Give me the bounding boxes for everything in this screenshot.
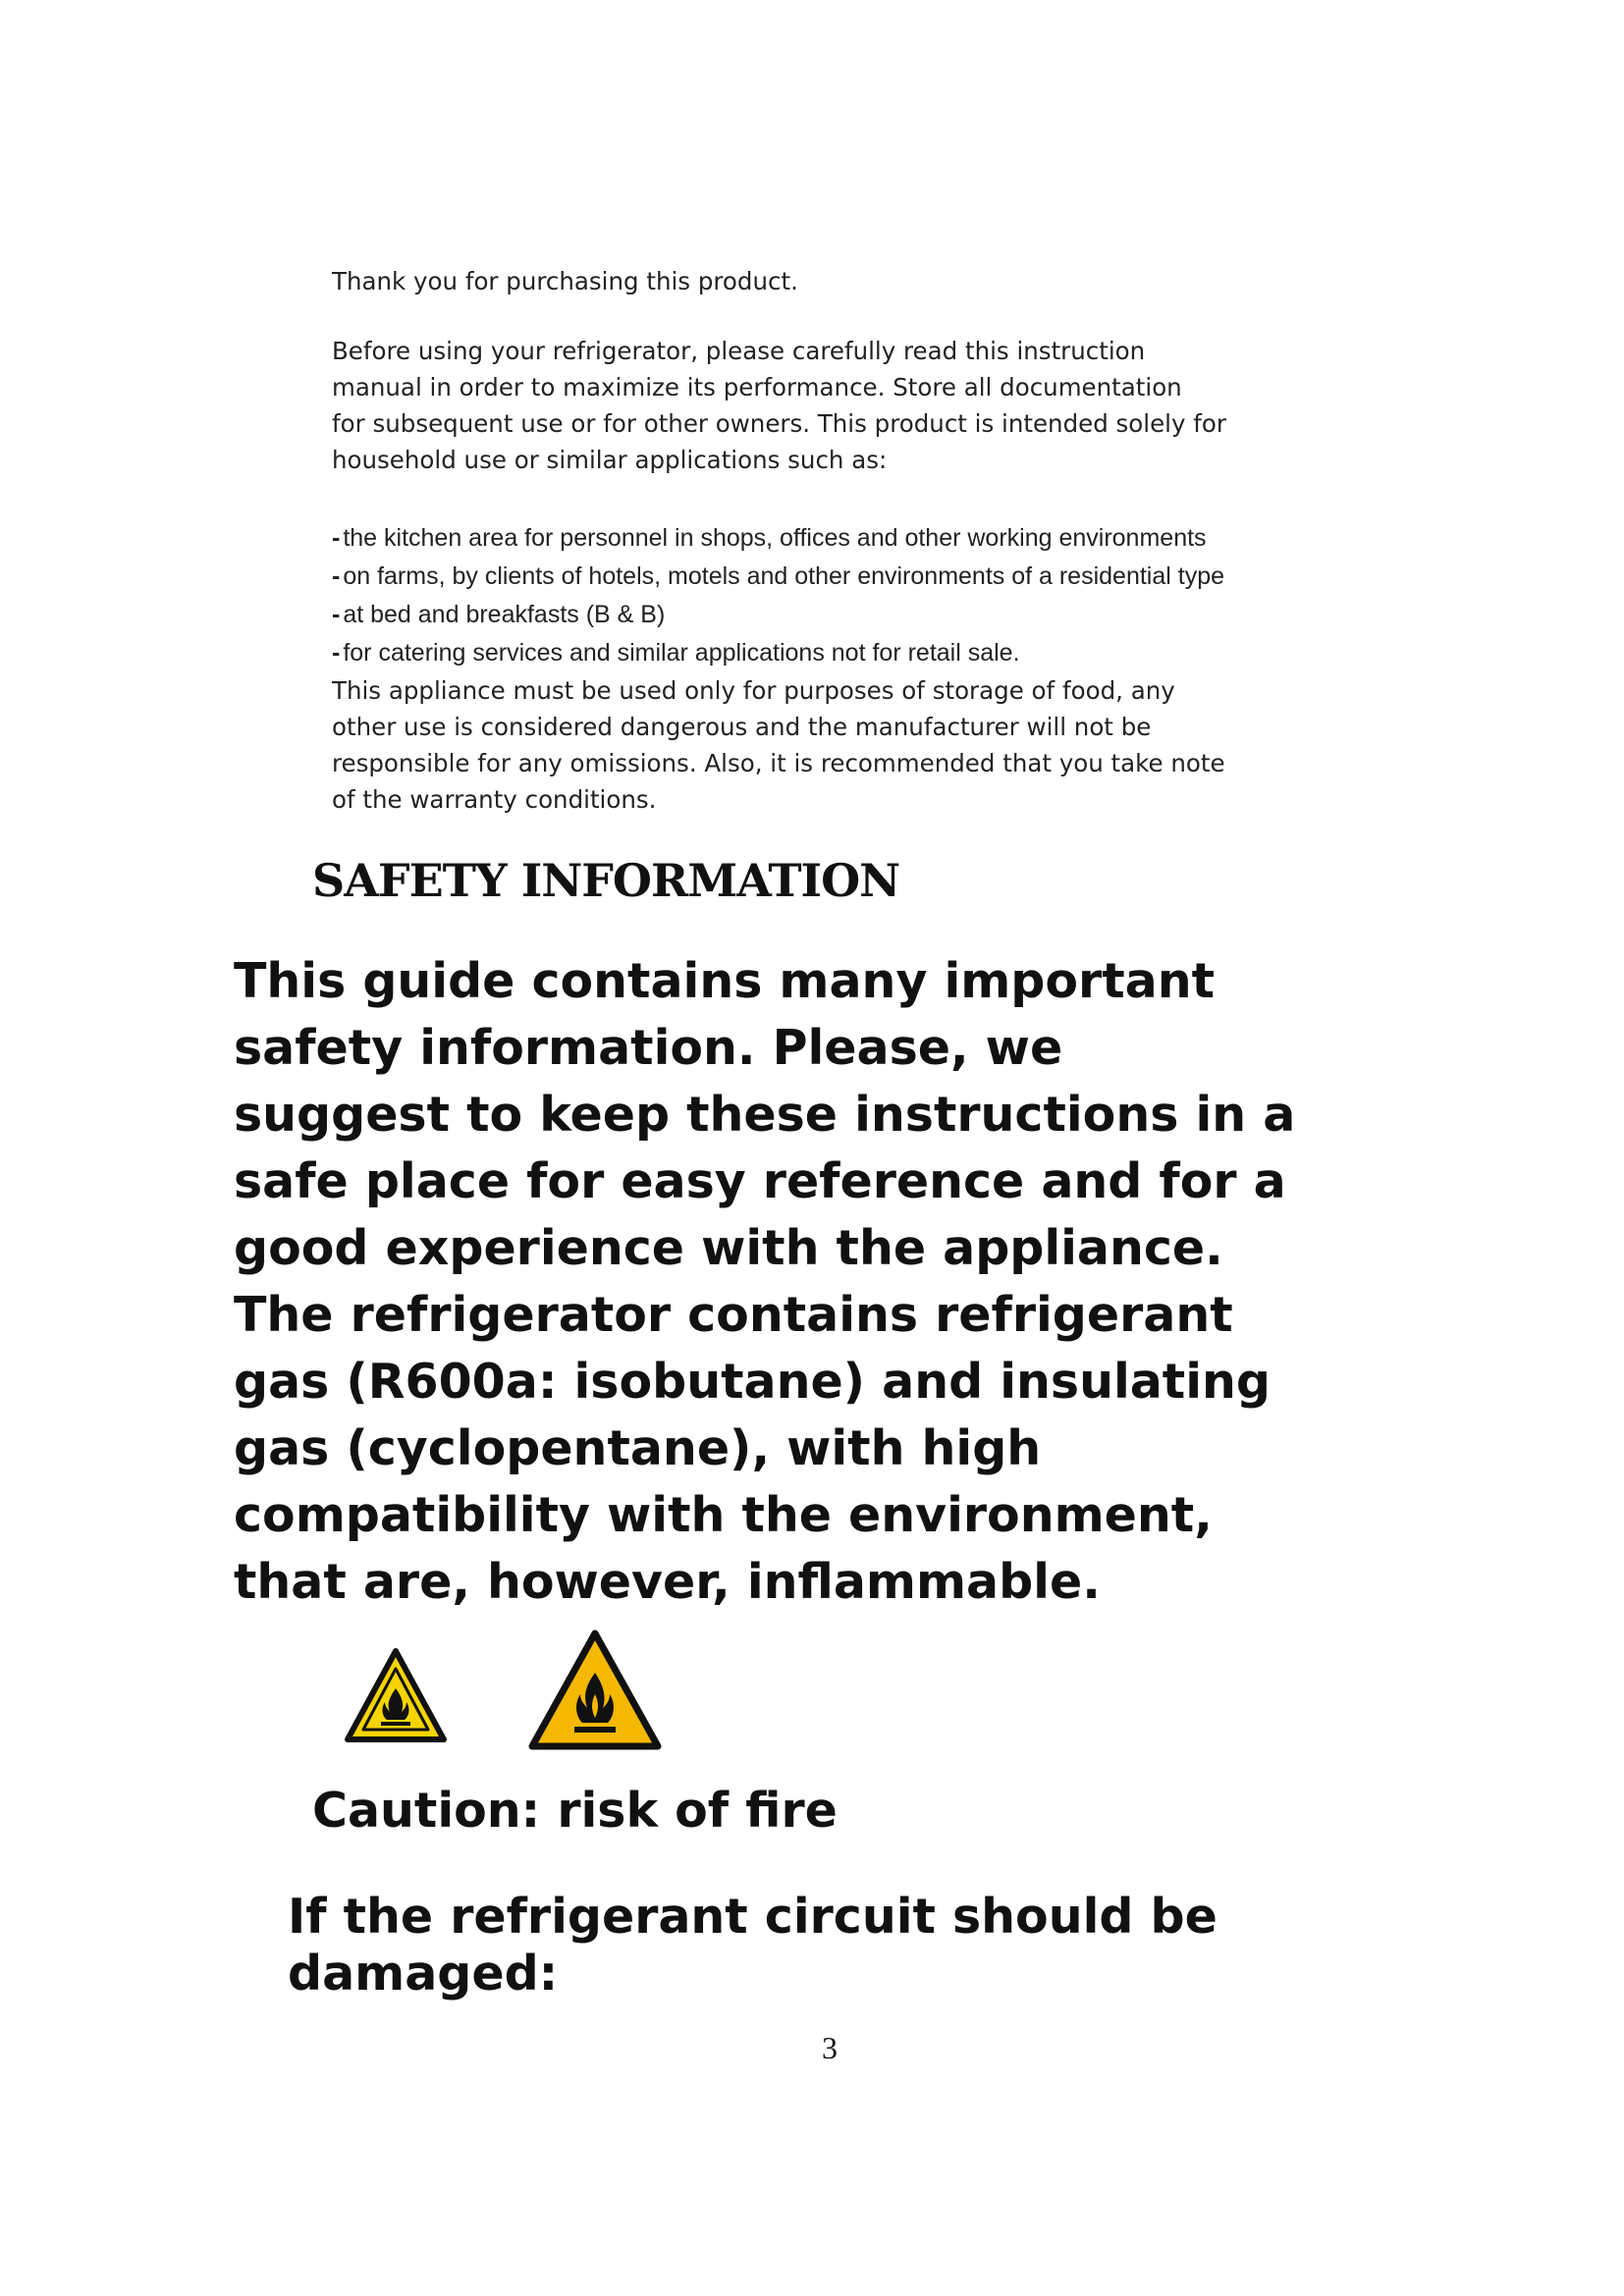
bullet-text: on farms, by clients of hotels, motels and other environments of a residential type bbox=[343, 562, 1225, 590]
bullet-text: at bed and breakfasts (B & B) bbox=[343, 601, 666, 628]
safety-guide-text bbox=[234, 948, 1412, 1616]
usage-paragraph bbox=[332, 672, 1422, 818]
warning-icons bbox=[344, 1629, 677, 1757]
paragraph-line: Before using your refrigerator, please carefully read this instruction bbox=[332, 337, 1146, 365]
usage-bullet-list bbox=[332, 519, 1422, 672]
safety-heading: SAFETY INFORMATION bbox=[312, 854, 900, 907]
guide-line: gas (cyclopentane), with high bbox=[234, 1420, 1042, 1476]
guide-line: compatibility with the environment, bbox=[234, 1487, 1213, 1543]
list-item bbox=[332, 634, 1422, 672]
bullet-text: for catering services and similar applications not for retail sale. bbox=[343, 639, 1020, 667]
paragraph-line: This appliance must be used only for purposes of storage of food, any bbox=[332, 676, 1175, 705]
bullet-text: the kitchen area for personnel in shops, offices and other working environments bbox=[343, 524, 1207, 552]
circuit-line: damaged: bbox=[288, 1946, 559, 2002]
bullet-marker: - bbox=[332, 601, 341, 628]
flammable-warning-icon bbox=[344, 1647, 448, 1745]
paragraph-line: of the warranty conditions. bbox=[332, 785, 657, 814]
list-item bbox=[332, 519, 1422, 558]
guide-line: safe place for easy reference and for a bbox=[234, 1153, 1286, 1209]
guide-line: gas (R600a: isobutane) and insulating bbox=[234, 1354, 1271, 1410]
circuit-line: If the refrigerant circuit should be bbox=[288, 1889, 1218, 1945]
intro-section bbox=[332, 263, 1422, 818]
guide-line: The refrigerator contains refrigerant bbox=[234, 1287, 1233, 1343]
bullet-marker: - bbox=[332, 524, 341, 552]
guide-line: that are, however, inflammable. bbox=[234, 1554, 1101, 1610]
page-number: 3 bbox=[822, 2030, 838, 2065]
guide-line: suggest to keep these instructions in a bbox=[234, 1087, 1296, 1143]
bullet-marker: - bbox=[332, 639, 341, 667]
list-item bbox=[332, 558, 1422, 596]
refrigerant-circuit-heading bbox=[288, 1889, 1466, 2002]
guide-line: good experience with the appliance. bbox=[234, 1220, 1223, 1276]
guide-line: This guide contains many important bbox=[234, 953, 1215, 1009]
paragraph-line: manual in order to maximize its performance. Store all documentation bbox=[332, 373, 1182, 401]
caution-fire-text: Caution: risk of fire bbox=[312, 1783, 838, 1839]
paragraph-line: other use is considered dangerous and the manufacturer will not be bbox=[332, 713, 1152, 741]
thanks-text: Thank you for purchasing this product. bbox=[332, 267, 798, 295]
paragraph-line: for subsequent use or for other owners. This product is intended solely for bbox=[332, 409, 1226, 438]
list-item bbox=[332, 596, 1422, 634]
guide-line: safety information. Please, we bbox=[234, 1020, 1063, 1076]
bullet-marker: - bbox=[332, 562, 341, 590]
before-using-paragraph bbox=[332, 333, 1422, 478]
paragraph-line: responsible for any omissions. Also, it is recommended that you take note bbox=[332, 749, 1225, 777]
paragraph-line: household use or similar applications such as: bbox=[332, 446, 888, 474]
flammable-warning-icon bbox=[528, 1629, 662, 1752]
